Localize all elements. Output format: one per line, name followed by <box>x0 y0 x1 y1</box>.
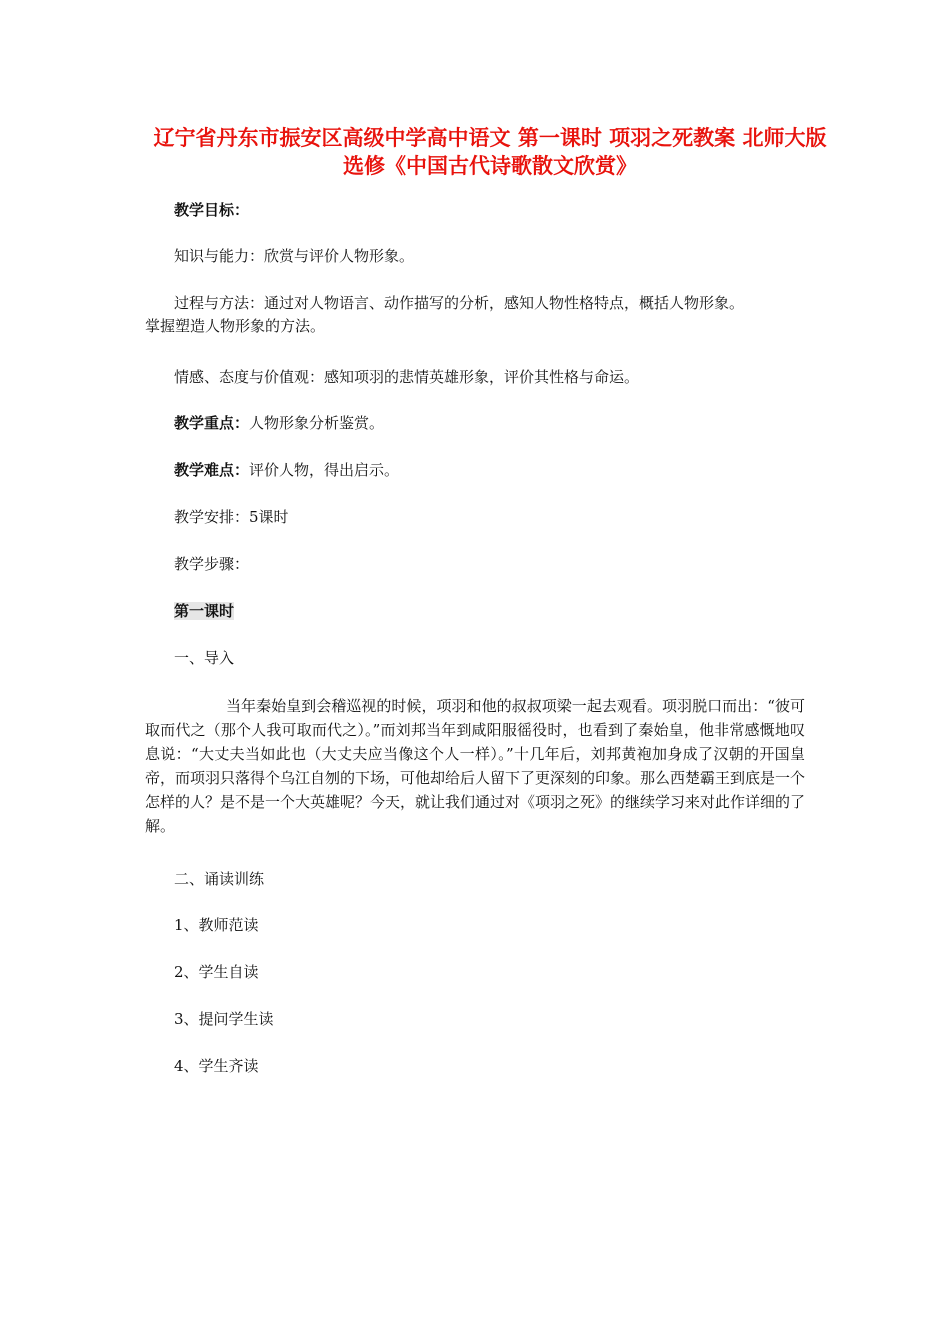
process-objective-continued: 掌握塑造人物形象的方法。 <box>145 317 326 335</box>
section-intro-heading: 一、导入 <box>174 649 235 667</box>
lesson-one-heading <box>174 600 234 622</box>
teaching-steps: 教学步骤： <box>174 555 250 573</box>
key-point <box>174 412 384 434</box>
difficulty-point <box>174 459 399 481</box>
teaching-arrangement: 教学安排：5课时 <box>174 508 289 526</box>
key-point-label: 教学重点： <box>174 414 250 432</box>
intro-paragraph: 当年秦始皇到会稽巡视的时候，项羽和他的叔叔项梁一起去观看。项羽脱口而出：“彼可取而代之（那个人我可取而代之）。”而刘邦当年到咸阳服徭役时，也看到了秦始皇，他非常感慨地叹息说：“大丈夫当如此也（大丈夫应当像这个人一样）。”十几年后，刘邦黄袍加身成了汉朝的开国皇帝，而项羽只落得个乌江自刎的下场，可他却给后人留下了更深刻的印象。那么西楚霸王到底是一个怎样的人？是不是一个大英雄呢？今天，就让我们通过对《项羽之死》的继续学习来对此作详细的了解。 <box>145 697 806 835</box>
process-objective: 过程与方法：通过对人物语言、动作描写的分析，感知人物性格特点，概括人物形象。 <box>174 294 745 312</box>
reading-item: 2、学生自读 <box>174 963 259 981</box>
reading-item: 1、教师范读 <box>174 916 259 934</box>
reading-item: 3、提问学生读 <box>174 1010 274 1028</box>
difficulty-text: 评价人物，得出启示。 <box>249 461 400 479</box>
reading-item: 4、学生齐读 <box>174 1057 259 1075</box>
difficulty-label: 教学难点： <box>174 461 250 479</box>
section-reading-heading: 二、诵读训练 <box>174 870 265 888</box>
emotion-objective: 情感、态度与价值观：感知项羽的悲情英雄形象，评价其性格与命运。 <box>174 368 640 386</box>
key-point-text: 人物形象分析鉴赏。 <box>249 414 385 432</box>
document-title: 辽宁省丹东市振安区高级中学高中语文 第一课时 项羽之死教案 北师大版选修《中国古代诗歌散文欣赏》 <box>153 126 827 178</box>
knowledge-objective: 知识与能力：欣赏与评价人物形象。 <box>174 247 415 265</box>
objectives-heading: 教学目标： <box>174 201 250 219</box>
lesson-one-label: 第一课时 <box>174 602 235 620</box>
